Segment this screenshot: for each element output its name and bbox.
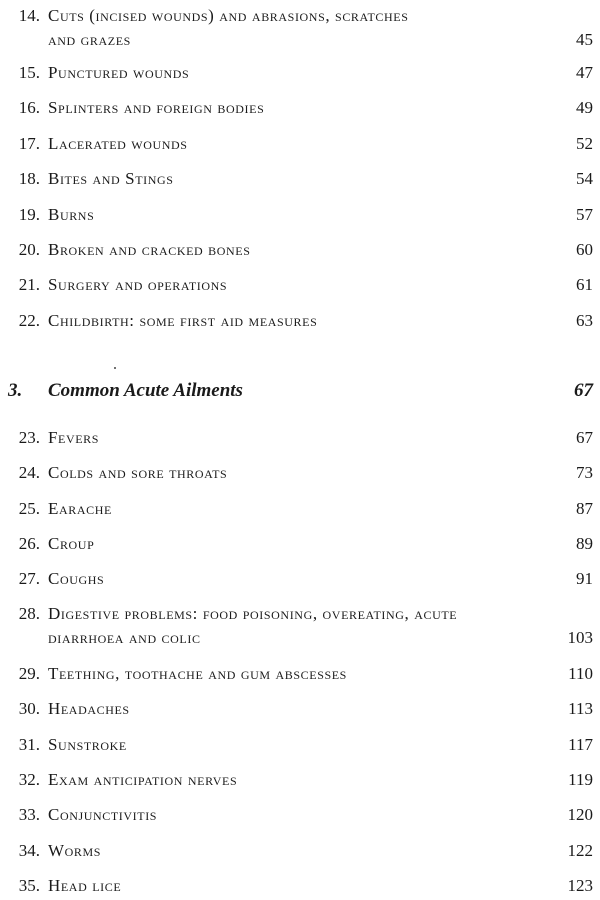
entry-number: 32.	[18, 770, 40, 789]
entry-number: 31.	[18, 735, 40, 754]
entry-title-line2: and grazes	[48, 30, 131, 49]
entry-page-number: 119	[568, 770, 593, 789]
entry-title-line1: Cuts (incised wounds) and abrasions, scratches	[48, 6, 409, 25]
entry-number: 22.	[18, 311, 40, 330]
entry-number: 23.	[18, 428, 40, 447]
entry-title: Fevers	[48, 428, 100, 447]
entry-title: Earache	[48, 499, 112, 518]
entry-title	[48, 4, 518, 52]
entry-page-number: 47	[576, 63, 593, 82]
entry-number: 17.	[18, 134, 40, 153]
entry-page-number: 89	[576, 534, 593, 553]
entry-number: 30.	[18, 699, 40, 718]
entry-page-number: 63	[576, 311, 593, 330]
entry-title: Exam anticipation nerves	[48, 770, 238, 789]
entry-number: 25.	[18, 499, 40, 518]
entry-number: 16.	[18, 98, 40, 117]
entry-page-number: 103	[567, 628, 593, 647]
entry-number: 34.	[18, 841, 40, 860]
entry-page-number: 91	[576, 569, 593, 588]
print-speck	[114, 367, 116, 369]
entry-number: 19.	[18, 205, 40, 224]
chapter-title: Common Acute Ailments	[48, 380, 243, 401]
entry-title: Broken and cracked bones	[48, 240, 251, 259]
entry-page-number: 60	[576, 240, 593, 259]
entry-page-number: 113	[568, 699, 593, 718]
entry-page-number: 120	[567, 805, 593, 824]
entry-number: 26.	[18, 534, 40, 553]
entry-page-number: 57	[576, 205, 593, 224]
entry-number: 18.	[18, 169, 40, 188]
entry-number: 35.	[18, 876, 40, 895]
entry-number: 14.	[18, 6, 40, 25]
entry-page-number: 123	[567, 876, 593, 895]
entry-page-number: 52	[576, 134, 593, 153]
entry-number: 33.	[18, 805, 40, 824]
entry-title: Bites and Stings	[48, 169, 174, 188]
entry-page-number: 67	[576, 428, 593, 447]
entry-number: 27.	[18, 569, 40, 588]
entry-number: 24.	[18, 463, 40, 482]
entry-title: Lacerated wounds	[48, 134, 188, 153]
entry-title	[48, 602, 518, 650]
entry-title-line2: diarrhoea and colic	[48, 628, 201, 647]
entry-title: Coughs	[48, 569, 105, 588]
entry-title: Burns	[48, 205, 95, 224]
entry-title: Colds and sore throats	[48, 463, 228, 482]
entry-title: Croup	[48, 534, 95, 553]
entry-title: Punctured wounds	[48, 63, 190, 82]
entry-title: Sunstroke	[48, 735, 127, 754]
entry-title-line1: Digestive problems: food poisoning, overeating, acute	[48, 604, 458, 623]
entry-title: Teething, toothache and gum abscesses	[48, 664, 347, 683]
entry-number: 29.	[18, 664, 40, 683]
entry-title: Splinters and foreign bodies	[48, 98, 265, 117]
entry-page-number: 117	[568, 735, 593, 754]
entry-number: 28.	[18, 604, 40, 623]
entry-title: Conjunctivitis	[48, 805, 158, 824]
entry-title: Head lice	[48, 876, 122, 895]
entry-page-number: 73	[576, 463, 593, 482]
entry-number: 20.	[18, 240, 40, 259]
entry-page-number: 87	[576, 499, 593, 518]
entry-page-number: 54	[576, 169, 593, 188]
entry-title: Headaches	[48, 699, 130, 718]
entry-number: 15.	[18, 63, 40, 82]
entry-title: Surgery and operations	[48, 275, 228, 294]
entry-page-number: 110	[568, 664, 593, 683]
entry-page-number: 122	[567, 841, 593, 860]
entry-title: Childbirth: some first aid measures	[48, 311, 318, 330]
entry-title: Worms	[48, 841, 102, 860]
entry-number: 21.	[18, 275, 40, 294]
entry-page-number: 45	[576, 30, 593, 49]
chapter-page-number: 67	[574, 380, 593, 401]
entry-page-number: 61	[576, 275, 593, 294]
chapter-number: 3.	[8, 380, 23, 401]
entry-page-number: 49	[576, 98, 593, 117]
